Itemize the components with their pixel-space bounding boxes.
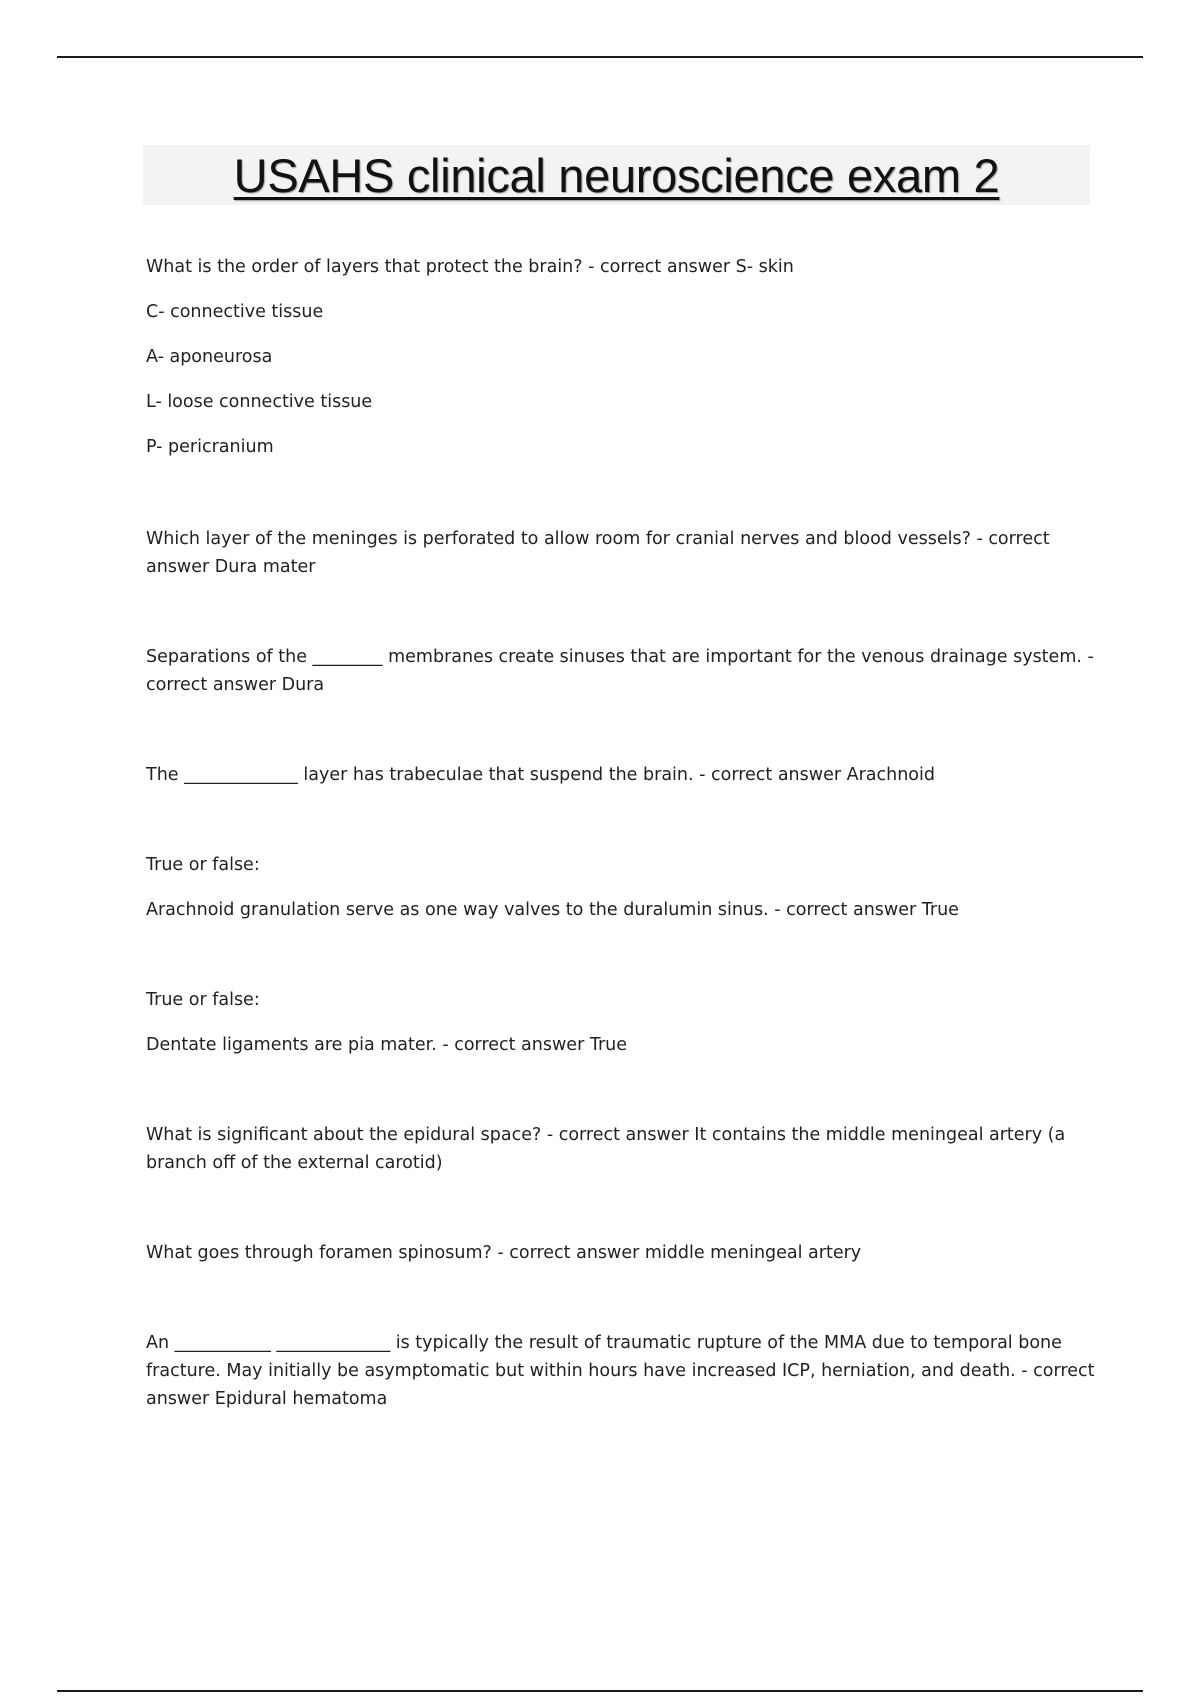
qa-text: Separations of the ________ membranes create sinuses that are important for the venous drainage system. - correct answer Dura — [146, 647, 1094, 695]
qa-item-meninges — [146, 525, 1096, 581]
qa-answer-line: A- aponeurosa — [146, 347, 273, 367]
qa-text: What is significant about the epidural space? - correct answer It contains the middle meningeal artery (a branch off of the external carotid) — [146, 1125, 1066, 1173]
qa-item-epidural-hematoma — [146, 1329, 1096, 1413]
qa-item-layers — [146, 253, 1096, 461]
qa-text: Arachnoid granulation serve as one way valves to the duralumin sinus. - correct answer True — [146, 900, 959, 920]
qa-label: True or false: — [146, 990, 260, 1010]
qa-item-epidural-space — [146, 1121, 1096, 1177]
qa-item-dentate-ligaments — [146, 986, 1096, 1059]
qa-item-foramen-spinosum — [146, 1239, 1096, 1267]
qa-content — [146, 253, 1096, 1475]
qa-label: True or false: — [146, 855, 260, 875]
bottom-divider — [57, 1690, 1143, 1692]
qa-answer-line: C- connective tissue — [146, 302, 324, 322]
qa-item-arachnoid-granulation — [146, 851, 1096, 924]
qa-text: The _____________ layer has trabeculae that suspend the brain. - correct answer Arachnoid — [146, 765, 935, 785]
qa-answer-line: P- pericranium — [146, 437, 274, 457]
qa-item-trabeculae — [146, 761, 1096, 789]
page-title: USAHS clinical neuroscience exam 2 — [233, 148, 1000, 202]
qa-item-sinuses — [146, 643, 1096, 699]
top-divider — [57, 56, 1143, 58]
qa-text: An ___________ _____________ is typically the result of traumatic rupture of the MMA due to temporal bone fracture. May initially be asymptomatic but within hours have increased ICP, herniation, and death. - correct answer Epidural hematoma — [146, 1333, 1095, 1409]
qa-text: What goes through foramen spinosum? - correct answer middle meningeal artery — [146, 1243, 862, 1263]
qa-text: Dentate ligaments are pia mater. - correct answer True — [146, 1035, 628, 1055]
qa-question-line: What is the order of layers that protect the brain? - correct answer S- skin — [146, 257, 794, 277]
qa-text: Which layer of the meninges is perforated to allow room for cranial nerves and blood vessels? - correct answer Dura mater — [146, 529, 1050, 577]
title-banner — [143, 145, 1090, 205]
qa-answer-line: L- loose connective tissue — [146, 392, 373, 412]
